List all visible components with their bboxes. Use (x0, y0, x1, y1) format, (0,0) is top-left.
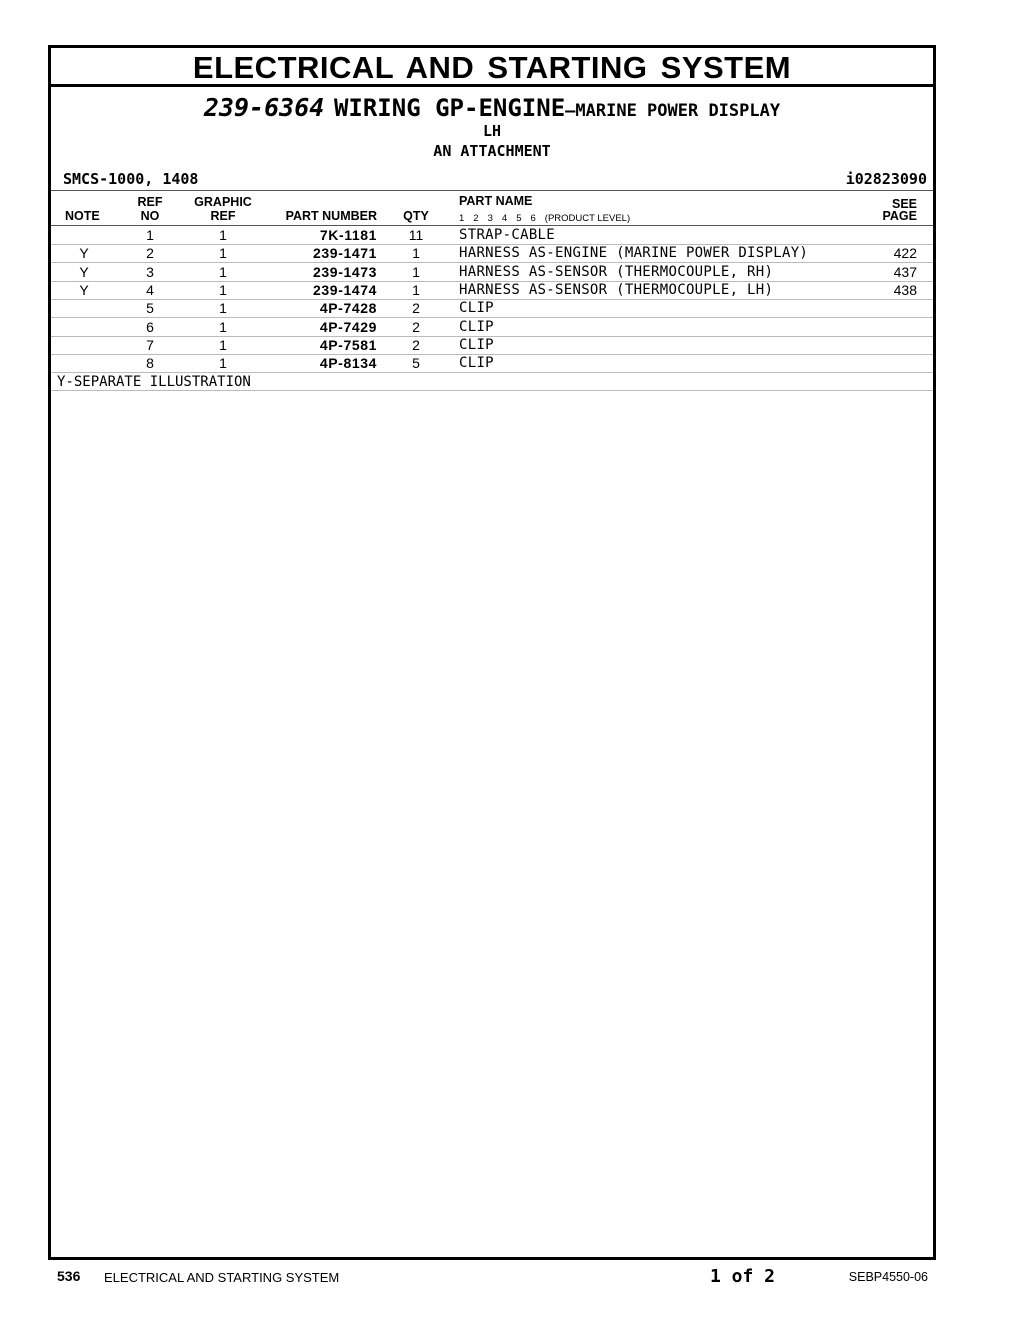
part-name-cell: CLIP (459, 336, 494, 353)
part-name-cell: CLIP (459, 300, 494, 317)
product-level-label: (PRODUCT LEVEL) (544, 213, 631, 224)
qty-cell: 1 (412, 245, 420, 262)
product-levels (459, 213, 639, 224)
part-number-cell: 239-1473 (313, 263, 377, 280)
part-number-cell: 7K-1181 (319, 227, 377, 243)
document-id: SEBP4550-06 (848, 1270, 928, 1284)
part-name-cell: CLIP (459, 318, 494, 335)
qty-cell: 2 (412, 300, 420, 317)
part-number-cell: 4P-7428 (319, 300, 377, 317)
graphic-ref-cell: 1 (219, 355, 227, 372)
table-row (51, 336, 933, 355)
ref-no-cell: 5 (146, 300, 154, 317)
ref-no-cell: 7 (146, 336, 154, 353)
part-name-cell: HARNESS AS-ENGINE (MARINE POWER DISPLAY) (459, 245, 809, 262)
col-part-number-header: PART NUMBER (285, 209, 377, 223)
table-row (51, 263, 933, 282)
ref-no-cell: 2 (146, 245, 154, 262)
table-row (51, 226, 933, 245)
col-note-header: NOTE (65, 209, 100, 223)
graphic-ref-cell: 1 (219, 245, 227, 262)
level-4: 4 (501, 213, 508, 224)
graphic-ref-cell: 1 (219, 263, 227, 280)
page-number: 536 (57, 1268, 81, 1284)
part-name-cell: CLIP (459, 355, 494, 372)
see-page-cell: 437 (893, 263, 917, 280)
header-top-rule (51, 190, 933, 191)
level-1: 1 (459, 213, 465, 224)
graphic-ref-cell: 1 (219, 336, 227, 353)
ref-no-cell: 3 (146, 263, 154, 280)
level-6: 6 (530, 213, 536, 224)
col-see-header-bottom: PAGE (882, 209, 917, 223)
group-subtitle-attachment: AN ATTACHMENT (433, 142, 551, 160)
graphic-ref-cell: 1 (219, 227, 227, 243)
qty-cell: 1 (412, 281, 420, 298)
table-row (51, 318, 933, 337)
ref-no-cell: 4 (146, 281, 154, 298)
section-title: ELECTRICAL AND STARTING SYSTEM (51, 48, 933, 87)
table-row (51, 281, 933, 300)
qty-cell: 2 (412, 318, 420, 335)
level-3: 3 (487, 213, 493, 224)
graphic-ref-cell: 1 (219, 318, 227, 335)
page-frame (48, 45, 936, 1260)
qty-cell: 5 (412, 355, 420, 372)
footnote: Y-SEPARATE ILLUSTRATION (57, 374, 251, 390)
level-2: 2 (473, 213, 479, 224)
footer-section: ELECTRICAL AND STARTING SYSTEM (104, 1270, 340, 1285)
page-footer (0, 1266, 1020, 1288)
part-name-cell: HARNESS AS-SENSOR (THERMOCOUPLE, LH) (459, 281, 774, 298)
ref-no-cell: 1 (146, 227, 154, 243)
col-graphic-header-top: GRAPHIC (194, 195, 252, 209)
group-dash: — (565, 101, 576, 121)
qty-cell: 1 (412, 263, 420, 280)
group-subtitle-lh: LH (482, 122, 502, 140)
part-name-cell: STRAP-CABLE (459, 227, 556, 243)
col-qty-header: QTY (403, 209, 429, 223)
table-row (51, 354, 933, 373)
col-see-header-top: SEE (891, 197, 917, 211)
group-part-number: 239-6364 (203, 93, 325, 122)
see-page-cell: 422 (893, 245, 917, 262)
part-number-cell: 4P-7581 (319, 336, 377, 353)
part-number-cell: 239-1474 (313, 281, 377, 298)
ref-no-cell: 8 (146, 355, 154, 372)
col-ref-header-bottom: NO (140, 209, 160, 223)
table-row (51, 299, 933, 318)
level-5: 5 (516, 213, 522, 224)
table-row (51, 244, 933, 263)
col-graphic-header-bottom: REF (210, 209, 236, 223)
note-cell: Y (79, 281, 89, 298)
group-name: WIRING GP-ENGINE (333, 94, 566, 122)
col-part-name-header: PART NAME (459, 194, 533, 208)
part-name-cell: HARNESS AS-SENSOR (THERMOCOUPLE, RH) (459, 263, 774, 280)
part-number-cell: 4P-8134 (319, 355, 377, 372)
smcs-code: SMCS-1000, 1408 (63, 170, 199, 188)
graphic-ref-cell: 1 (219, 300, 227, 317)
see-page-cell: 438 (893, 281, 917, 298)
note-cell: Y (79, 245, 89, 262)
col-ref-header-top: REF (137, 195, 163, 209)
ref-no-cell: 6 (146, 318, 154, 335)
illustration-id: i02823090 (845, 170, 927, 188)
graphic-ref-cell: 1 (219, 281, 227, 298)
footnote-rule (51, 390, 933, 391)
note-cell: Y (79, 263, 89, 280)
group-title (51, 93, 933, 122)
group-descriptor: MARINE POWER DISPLAY (575, 101, 781, 121)
qty-cell: 11 (408, 227, 424, 243)
part-number-cell: 239-1471 (313, 245, 377, 262)
sheet-indicator: 1 of 2 (710, 1266, 776, 1287)
qty-cell: 2 (412, 336, 420, 353)
part-number-cell: 4P-7429 (319, 318, 377, 335)
